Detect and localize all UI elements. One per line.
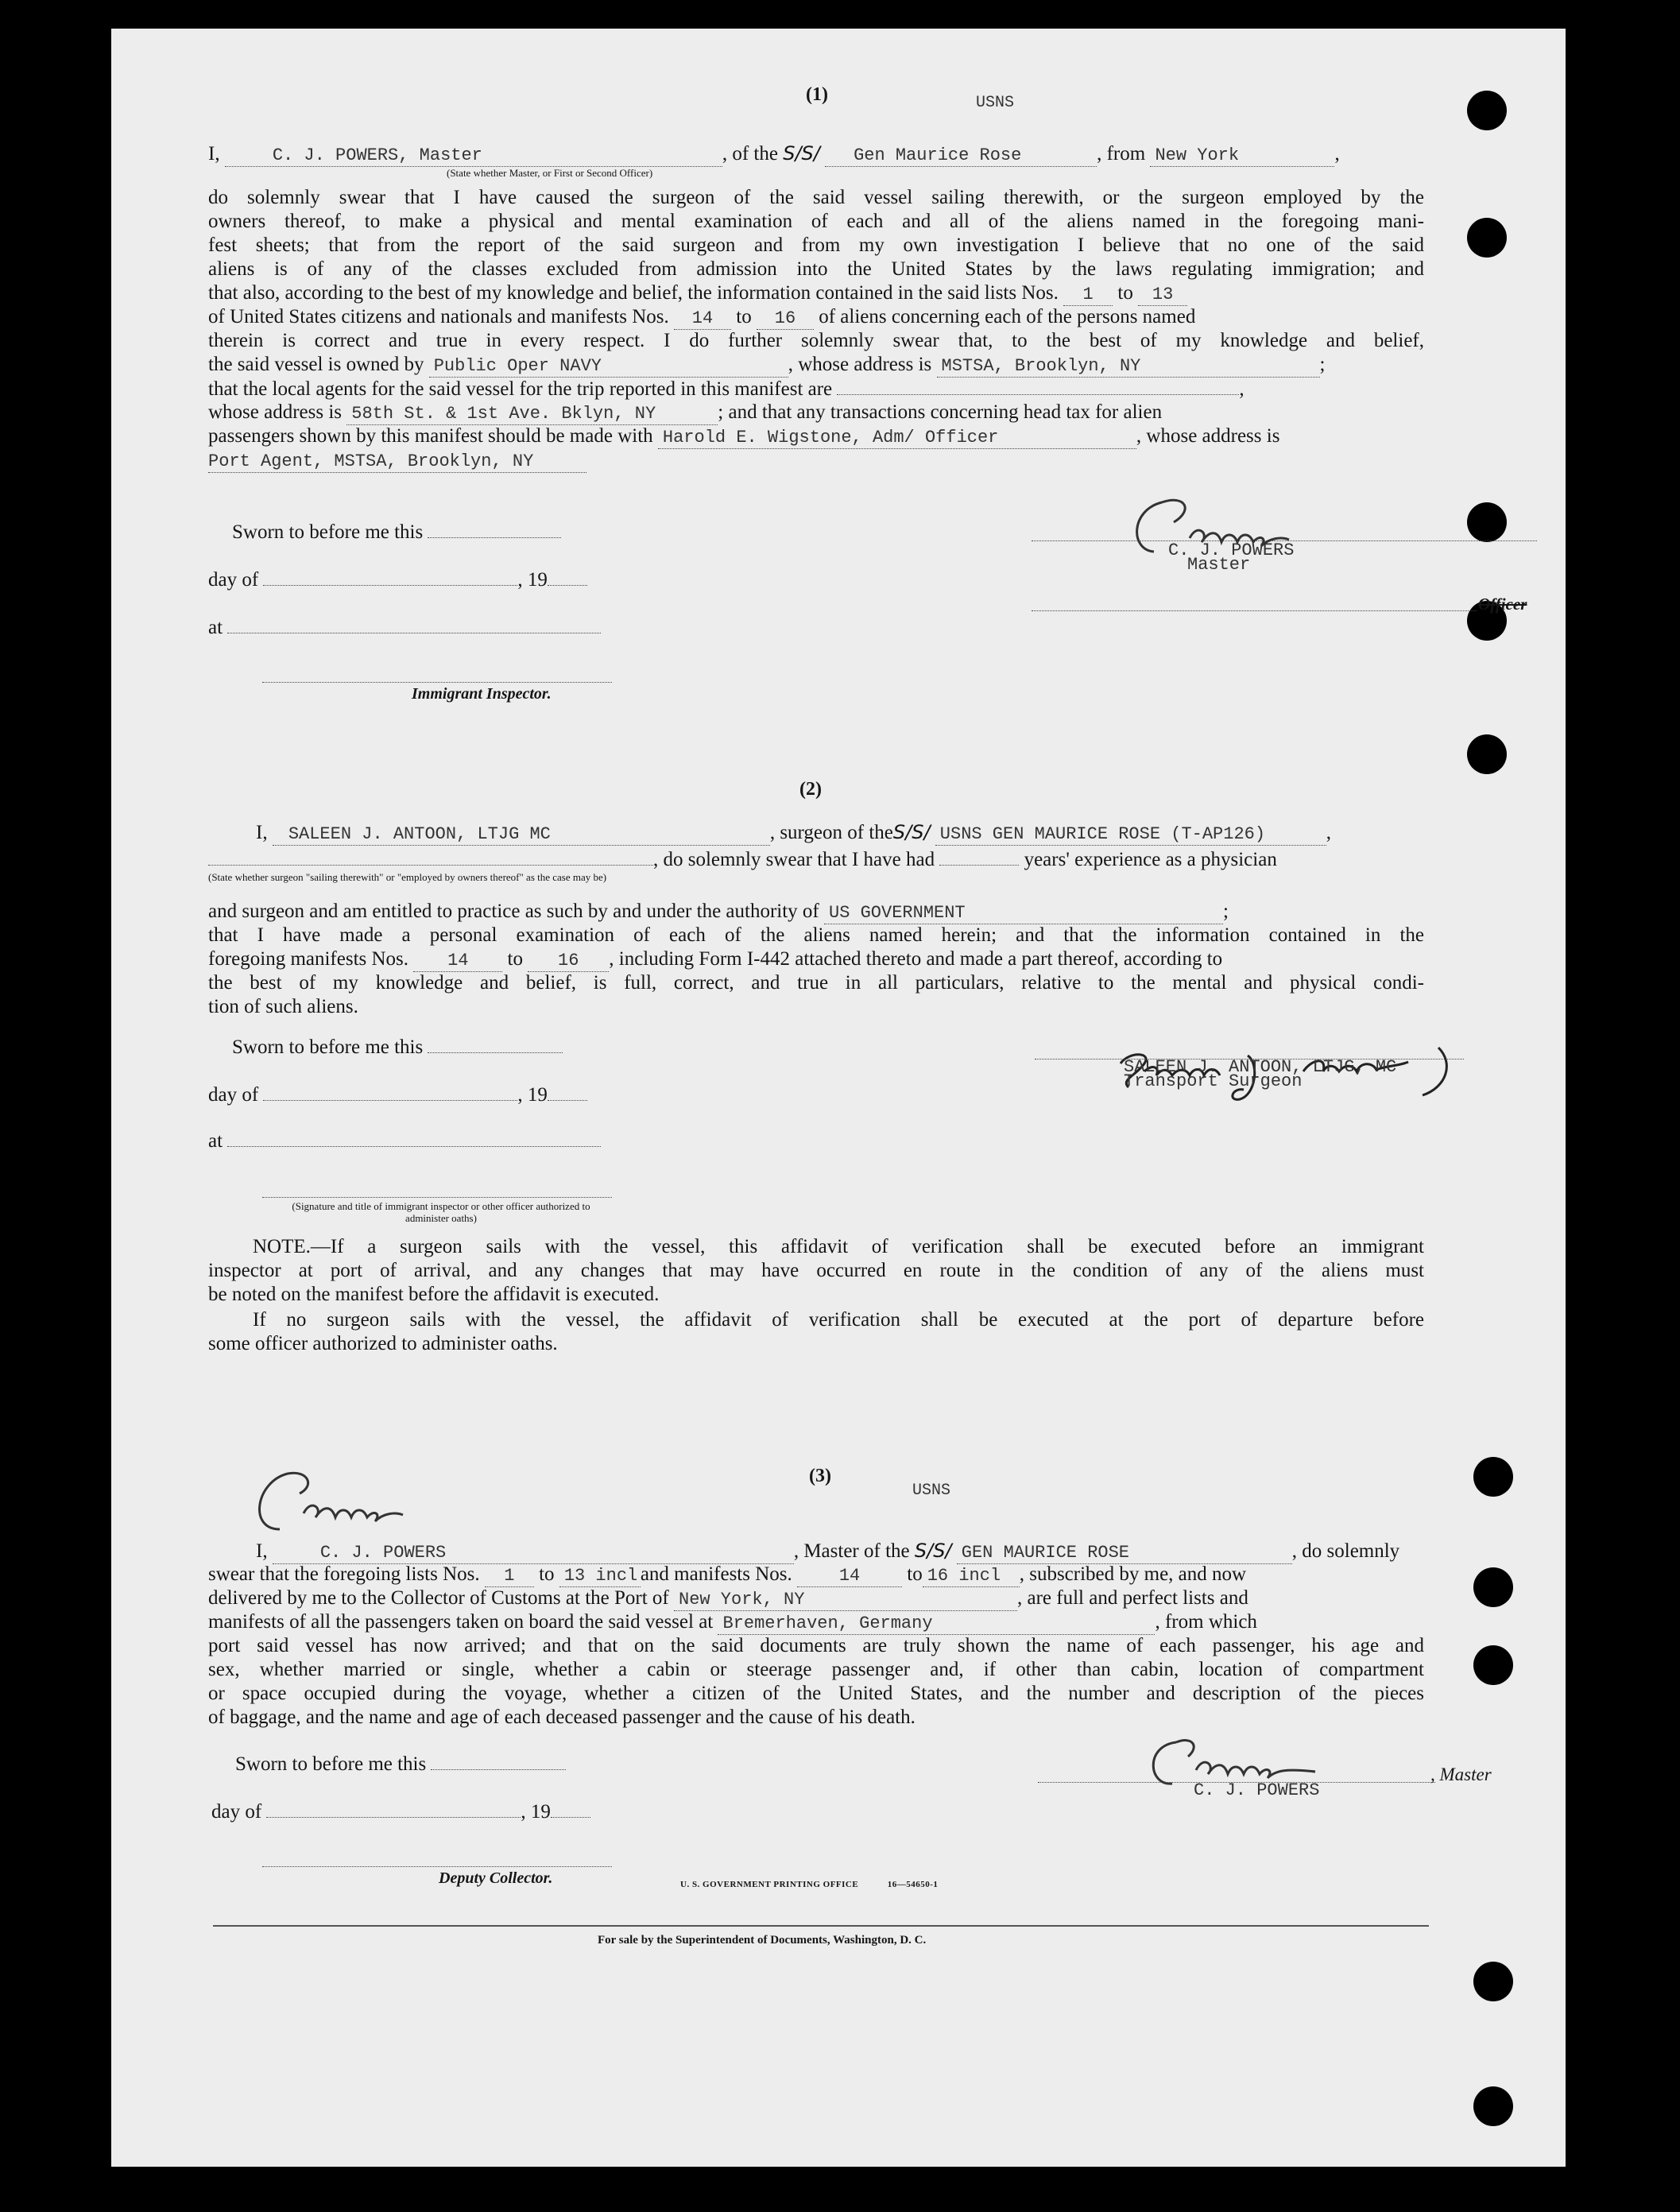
note-text: —If a surgeon sails with the vessel, this affidavit of verification shall be executed before an immigrant — [310, 1236, 1424, 1257]
section-2 — [208, 779, 1424, 1288]
body-line: of baggage, and the name and age of each deceased passenger and the cause of his death. — [208, 1706, 915, 1728]
sworn-date-field — [428, 520, 561, 538]
day-field — [263, 568, 517, 586]
master-line — [256, 1539, 1399, 1564]
master-typed-title: Master — [1187, 555, 1251, 575]
body-line: aliens is of any of the classes excluded from admission into the United States by the laws regulating immigration; and — [208, 258, 1424, 280]
contact-address-line — [208, 448, 586, 473]
punch-hole — [1467, 502, 1507, 542]
owner-field: Public Oper NAVY — [429, 356, 788, 378]
sworn-line — [232, 520, 561, 544]
note-line — [253, 1235, 1424, 1259]
master-name-field: C. J. POWERS — [273, 1543, 794, 1564]
to-text: to — [1117, 282, 1133, 304]
of-the-text: , of the — [722, 143, 778, 165]
master-typed-name: C. J. POWERS — [1194, 1780, 1320, 1800]
authority-line: and surgeon and am entitled to practice as such by and under the authority of US GOVERNMENT ; — [208, 901, 1229, 923]
at-text: at — [208, 617, 223, 638]
from-which-text: , from which — [1155, 1611, 1257, 1633]
passengers-line — [208, 424, 1279, 449]
agents-line: that the local agents for the said vessel for the trip reported in this manifest are , — [208, 378, 1245, 400]
sworn-date-field — [431, 1752, 566, 1770]
master-of-text: , Master of the — [793, 1540, 910, 1562]
master-label: , Master — [1430, 1765, 1492, 1784]
sworn-date-field — [428, 1035, 563, 1053]
lists-line — [208, 281, 1187, 306]
to-text: to — [736, 306, 752, 327]
sworn-text: Sworn to before me this — [235, 1753, 427, 1775]
day-line: day of , 19 — [208, 1083, 587, 1107]
body-line: fest sheets; that from the report of the said surgeon and from my own investigation I believe that no one of the said — [208, 234, 1424, 256]
and-manifests-text: and manifests Nos. — [640, 1563, 792, 1585]
year-text: 19 — [530, 1801, 551, 1823]
subscribed-text: , subscribed by me, and now — [1019, 1563, 1247, 1585]
punch-hole — [1473, 1962, 1513, 2001]
official-signature-line — [262, 1197, 612, 1198]
vessel-name-field: USNS GEN MAURICE ROSE (T-AP126) — [935, 824, 1326, 846]
agents-address-field: 58th St. & 1st Ave. Bklyn, NY — [346, 404, 718, 425]
passengers-text: passengers shown by this manifest should be made with — [208, 425, 653, 447]
inspector-signature-line — [262, 682, 612, 683]
manifests-text: manifests of all the passengers taken on board the said vessel at — [208, 1611, 714, 1633]
whose-address-text: whose address is — [208, 401, 343, 423]
sworn-text: Sworn to before me this — [232, 521, 424, 543]
contact-address-field: Port Agent, MSTSA, Brooklyn, NY — [208, 451, 586, 473]
manifests-to-field: 16 — [528, 951, 609, 972]
agents-text: that the local agents for the said vessel for the trip reported in this manifest are — [208, 378, 833, 400]
head-tax-contact-field: Harold E. Wigstone, Adm/ Officer — [658, 428, 1136, 449]
ss-handwritten: S/S/ — [783, 142, 820, 165]
year-field — [548, 1083, 587, 1101]
lists-to-field: 13 incl — [559, 1566, 641, 1587]
printing-office: U. S. GOVERNMENT PRINTING OFFICE — [680, 1880, 859, 1889]
body-line: sex, whether married or single, whether a cabin or steerage passenger and, if other than cabin, location of compartment — [208, 1659, 1424, 1680]
punch-hole — [1467, 734, 1507, 774]
master-caption: (State whether Master, or First or Second Officer) — [447, 167, 653, 179]
note-line: be noted on the manifest before the affidavit is executed. — [208, 1284, 660, 1305]
manifests-from-field: 14 — [413, 951, 502, 972]
punch-hole — [1473, 1457, 1513, 1497]
sworn-line — [232, 1035, 563, 1060]
master-declaration-line: I, C. J. POWERS, Master , of the S/S/ Gen Maurice Rose , from New York , — [208, 142, 1340, 165]
body-line: do solemnly swear that I have caused the surgeon of the said vessel sailing therewith, or the surgeon employed by the — [208, 187, 1424, 208]
form-text: , including Form I-442 attached thereto and made a part thereof, according to — [609, 948, 1223, 970]
year-text: 19 — [527, 569, 548, 591]
manifests-text: of United States citizens and nationals and manifests Nos. — [208, 306, 669, 327]
manifests-from-field: 14 — [797, 1566, 902, 1587]
owner-line: the said vessel is owned by Public Oper NAVY , whose address is MSTSA, Brooklyn, NY ; — [208, 354, 1326, 376]
owned-by-text: the said vessel is owned by — [208, 354, 424, 375]
body-line: owners thereof, to make a physical and mental examination of each and all of the aliens named in the foregoing mani- — [208, 211, 1424, 232]
punch-hole — [1467, 91, 1507, 130]
at-field — [227, 1129, 601, 1147]
manifest-affidavit-page — [111, 29, 1566, 2167]
foregoing-text: foregoing manifests Nos. — [208, 948, 409, 970]
authority-field: US GOVERNMENT — [824, 903, 1223, 924]
owner-address-field: MSTSA, Brooklyn, NY — [937, 356, 1320, 378]
lists-from-field: 1 — [485, 1566, 534, 1587]
day-line: day of , 19 — [208, 568, 587, 592]
surgeon-typed-title: Transport Surgeon — [1124, 1071, 1303, 1091]
note-label: NOTE. — [253, 1236, 311, 1257]
years-field — [939, 847, 1019, 866]
pronoun: I, — [256, 1540, 268, 1562]
section-number: (1) — [806, 84, 828, 105]
sale-notice: For sale by the Superintendent of Documents, Washington, D. C. — [598, 1934, 927, 1947]
vessel-name-field: GEN MAURICE ROSE — [957, 1543, 1292, 1564]
manifests-from-field: 14 — [674, 308, 731, 330]
lists-text: that also, according to the best of my knowledge and belief, the information contained in the said lists Nos. — [208, 282, 1059, 304]
surgeon-name-field: SALEEN J. ANTOON, LTJG MC — [273, 824, 770, 846]
day-of-text: day of — [208, 569, 259, 591]
collector-signature-line — [262, 1866, 612, 1867]
signature-caption: (Signature and title of immigrant inspector or other officer authorized to administer oaths) — [292, 1200, 590, 1224]
day-field — [266, 1799, 521, 1818]
note-line: If no surgeon sails with the vessel, the affidavit of verification shall be executed at the port of departure before — [253, 1309, 1424, 1331]
authority-text: and surgeon and am entitled to practice as such by and under the authority of — [208, 901, 819, 922]
manifests-to-field: 16 — [757, 308, 814, 330]
do-solemnly-text: , do solemnly — [1291, 1540, 1400, 1562]
surgeon-typed-name: SALEEN J. ANTOON, LTJG, MC — [1124, 1057, 1397, 1077]
master-signature — [232, 1466, 415, 1537]
from-text: , from — [1097, 143, 1146, 165]
at-field — [227, 615, 601, 633]
surgeon-capacity-field — [208, 847, 653, 866]
departure-port-field: New York — [1150, 145, 1334, 167]
collector-caption: Deputy Collector. — [439, 1869, 553, 1887]
section-number: (3) — [809, 1466, 831, 1486]
to-text: to — [539, 1563, 555, 1585]
head-tax-text: ; and that any transactions concerning head tax for alien — [718, 401, 1163, 423]
full-lists-text: , are full and perfect lists and — [1017, 1587, 1248, 1609]
officer-signature-line — [1032, 610, 1477, 611]
whose-address-text: , whose address is — [788, 354, 932, 375]
footer-rule — [213, 1925, 1429, 1927]
lists-to-field: 13 — [1138, 285, 1187, 306]
to-text: to — [507, 948, 523, 970]
delivered-line — [208, 1586, 1248, 1611]
pronoun: I, — [256, 822, 268, 843]
printing-office-line — [680, 1879, 938, 1891]
surgeon-of-text: , surgeon of the — [769, 822, 893, 843]
year-text: 19 — [527, 1084, 548, 1106]
section-1 — [208, 84, 1527, 704]
manifests-to-field: 16 incl — [923, 1566, 1020, 1587]
master-typed-name: C. J. POWERS — [1168, 540, 1295, 560]
delivered-text: delivered by me to the Collector of Customs at the Port of — [208, 1587, 669, 1609]
section-3 — [208, 1466, 1492, 1895]
agents-address-line — [208, 401, 1162, 425]
day-of-text: day of — [211, 1801, 262, 1823]
day-line: day of , 19 — [211, 1799, 590, 1824]
sworn-line — [235, 1752, 566, 1776]
sworn-text: Sworn to before me this — [232, 1036, 424, 1058]
swear-lists-text: swear that the foregoing lists Nos. — [208, 1563, 480, 1585]
body-line: the best of my knowledge and belief, is full, correct, and true in all particulars, relative to the mental and physical condi- — [208, 972, 1424, 994]
surgeon-declaration-line: I, SALEEN J. ANTOON, LTJG MC , surgeon of theS/S/ USNS GEN MAURICE ROSE (T-AP126) , — [256, 821, 1332, 844]
to-text: to — [907, 1563, 923, 1585]
inspector-caption: Immigrant Inspector. — [412, 685, 552, 703]
boarding-port-field: Bremerhaven, Germany — [718, 1613, 1155, 1635]
vessel-name-field: Gen Maurice Rose — [825, 145, 1097, 167]
foregoing-line — [208, 947, 1222, 972]
ss-handwritten: S/S/ — [892, 821, 931, 843]
punch-hole — [1473, 2086, 1513, 2126]
swear-text: , do solemnly swear that I have had — [653, 849, 935, 870]
boarded-line — [208, 1610, 1257, 1635]
agents-field — [837, 377, 1239, 395]
at-line — [208, 615, 601, 640]
punch-hole — [1473, 1567, 1513, 1607]
body-line: therein is correct and true in every respect. I do further solemnly swear that, to the best of my knowledge and belief, — [208, 330, 1424, 351]
at-line — [208, 1129, 601, 1153]
manifests-line — [208, 305, 1195, 330]
section-number: (2) — [799, 779, 822, 800]
note-block — [208, 1235, 1424, 1370]
lists-from-field: 1 — [1063, 285, 1113, 306]
aliens-text: of aliens concerning each of the persons named — [819, 306, 1196, 327]
officer-label: Officer — [1478, 595, 1527, 614]
body-line: tion of such aliens. — [208, 996, 358, 1017]
day-of-text: day of — [208, 1084, 259, 1106]
body-line: port said vessel has now arrived; and that on the said documents are truly shown the name of each passenger, his age and — [208, 1635, 1424, 1656]
body-line: that I have made a personal examination of each of the aliens named herein; and that the information contained in the — [208, 924, 1424, 946]
day-field — [263, 1083, 517, 1101]
ss-handwritten: S/S/ — [914, 1540, 952, 1562]
punch-hole — [1467, 218, 1507, 258]
punch-hole — [1473, 1645, 1513, 1685]
note-line: some officer authorized to administer oaths. — [208, 1333, 558, 1354]
experience-line — [208, 847, 1277, 872]
years-text: years' experience as a physician — [1024, 849, 1277, 870]
usns-label: USNS — [912, 1482, 951, 1500]
year-field — [551, 1799, 590, 1818]
master-name-field: C. J. POWERS, Master — [225, 145, 722, 167]
year-field — [548, 568, 587, 586]
form-number: 16—54650-1 — [887, 1880, 939, 1889]
whose-address-text: , whose address is — [1136, 425, 1280, 447]
pronoun: I, — [208, 143, 220, 165]
usns-label: USNS — [976, 94, 1015, 112]
arrival-port-field: New York, NY — [674, 1590, 1017, 1611]
at-text: at — [208, 1130, 223, 1152]
body-line: or space occupied during the voyage, whether a citizen of the United States, and the number and description of the pieces — [208, 1683, 1424, 1704]
note-line: inspector at port of arrival, and any changes that may have occurred en route in the condition of any of the aliens must — [208, 1260, 1424, 1281]
lists-line — [208, 1563, 1246, 1587]
surgeon-caption: (State whether surgeon "sailing therewith" or "employed by owners thereof" as the case may be) — [208, 871, 607, 883]
